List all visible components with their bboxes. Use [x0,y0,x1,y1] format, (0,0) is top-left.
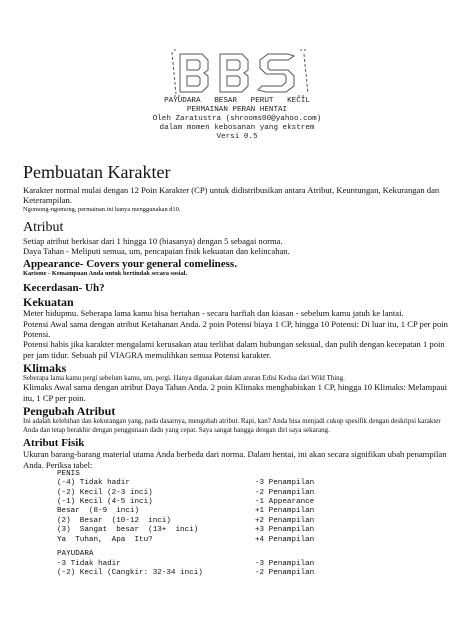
payudara-table [57,560,314,579]
pengubah-heading: Pengubah Atribut [23,404,116,419]
table-row [57,526,314,535]
penis-table [57,479,314,545]
table-row [57,507,314,516]
row-modifier: -3 Penampilan [255,559,315,568]
atribut-fisik-heading: Atribut Fisik [23,437,85,450]
kekuatan-paragraph-2: Potensi Awal sama dengan atribut Ketahanan Anda. 2 poin Potensi biaya 1 CP, hingga 10 Potensi: Di luar itu, 1 CP per poin Potensi. [23,318,448,339]
header-line-2: PERMAINAN PERAN HENTAI [186,106,288,114]
row-size: (-1) Kecil (4-5 inci) [57,498,153,507]
header-version: Versi 0.5 [216,133,258,141]
header-subtitle: dalam momen kebosanan yang ekstrem [159,124,315,132]
payudara-label: PAYUDARA [57,550,94,559]
table-row [57,489,314,498]
row-modifier: -2 Penampilan [255,488,315,497]
row-size: -3 Tidak hadir [57,559,121,568]
klimaks-paragraph-1: Seberapa lama kamu pergi sebelum kamu, um, pergi. Hanya digunakan dalam aturan Edisi Kedua dari Wild Thing. [23,373,345,382]
intro-paragraph: Karakter normal mulai dengan 12 Poin Karakter (CP) untuk didistribusikan antara Atribut, Keuntungan, Kekurangan dan Keterampilan. [23,185,440,206]
bbs-logo [170,48,310,98]
kekuatan-heading: Kekuatan [23,295,74,310]
kecerdasan-heading: Kecerdasan- Uh? [23,282,105,295]
atribut-fisik-paragraph: Ukuran barang-barang material utama Anda berbeda dari norma. Dalam hentai, ini akan secara signifikan ubah penampilan Anda. Periksa tabel: [23,449,447,470]
table-row [57,498,314,507]
row-size: (3) Sangat besar (13+ inci) [57,526,199,535]
table-row [57,536,314,545]
row-modifier: +2 Penampilan [255,516,315,525]
table-row [57,479,314,488]
row-size: (-2) Kecil (2-3 inci) [57,488,153,497]
pengubah-paragraph: Ini adalah kelebihan dan kekurangan yang, pada dasarnya, mengubah atribut. Rapi, kan? Anda bisa menjadi cukup spesifik dengan deskripsi karakter Anda dan tetap berakhir dengan penggunaan dadu yang cepat. Saya sangat bangga dengan diri saya sekarang. [23,417,441,434]
row-modifier: +3 Penampilan [255,526,315,535]
kekuatan-paragraph-3: Potensi habis jika karakter mengalami kerusakan atau terlibat dalam hubungan seksual, dan pulih dengan kecepatan 1 poin per jam tidur. Sebuah pil VIAGRA memulihkan semua Potensi karakter. [23,339,445,360]
table-row [57,560,314,569]
kekuatan-paragraph-1: Meter hidupmu. Seberapa lama kamu bisa bertahan - secara harfiah dan kiasan - sebelum kamu jatuh ke lantai. [23,308,404,319]
row-modifier: -3 Penampilan [255,479,315,488]
intro-note: Ngomong-ngomong, permainan ini hanya menggunakan d10. [23,205,181,213]
header-line-1: PAYUDARA BESAR PERUT KECIL [164,97,310,105]
row-size: Ya Tuhan, Apa Itu? [57,535,153,544]
klimaks-heading: Klimaks [23,360,67,375]
atribut-paragraph-1: Setiap atribut berkisar dari 1 hingga 10 (biasanya) dengan 5 sebagai norma. [23,235,283,246]
row-size: Besar (8-9 inci) [57,507,140,516]
row-modifier: -2 Penampilan [255,568,315,577]
table-row [57,517,314,526]
page-title: Pembuatan Karakter [23,162,171,182]
row-size: (-4) Tidak hadir [57,479,130,488]
header-author: Oleh Zaratustra (shrooms00@yahoo.com) [152,115,322,123]
atribut-heading: Atribut [23,219,64,235]
karisma-text: Karisme - Kemampuan Anda untuk bertindak secara sosial. [23,270,188,278]
atribut-paragraph-2: Daya Tahan - Meliputi semua, um, pencapaian fisik kekuatan dan kelincahan. [23,246,290,257]
row-size: (-2) Kecil (Cangkir: 32-34 inci) [57,568,203,577]
klimaks-paragraph-2: Klimaks Awal sama dengan atribut Daya Tahan Anda. 2 poin Klimaks menghabiskan 1 CP, hingga 10 Klimaks: Melampaui itu, 1 CP per poin. [23,382,448,403]
document-body [23,162,455,578]
table-row [57,569,314,578]
row-modifier: +4 Penampilan [255,535,315,544]
appearance-heading: Appearance- Covers your general comeliness. [23,258,237,271]
penis-label: PENIS [57,469,80,478]
row-size: (2) Besar (10-12 inci) [57,516,171,525]
row-modifier: -1 Appearance [255,498,315,507]
row-modifier: +1 Penampilan [255,507,315,516]
